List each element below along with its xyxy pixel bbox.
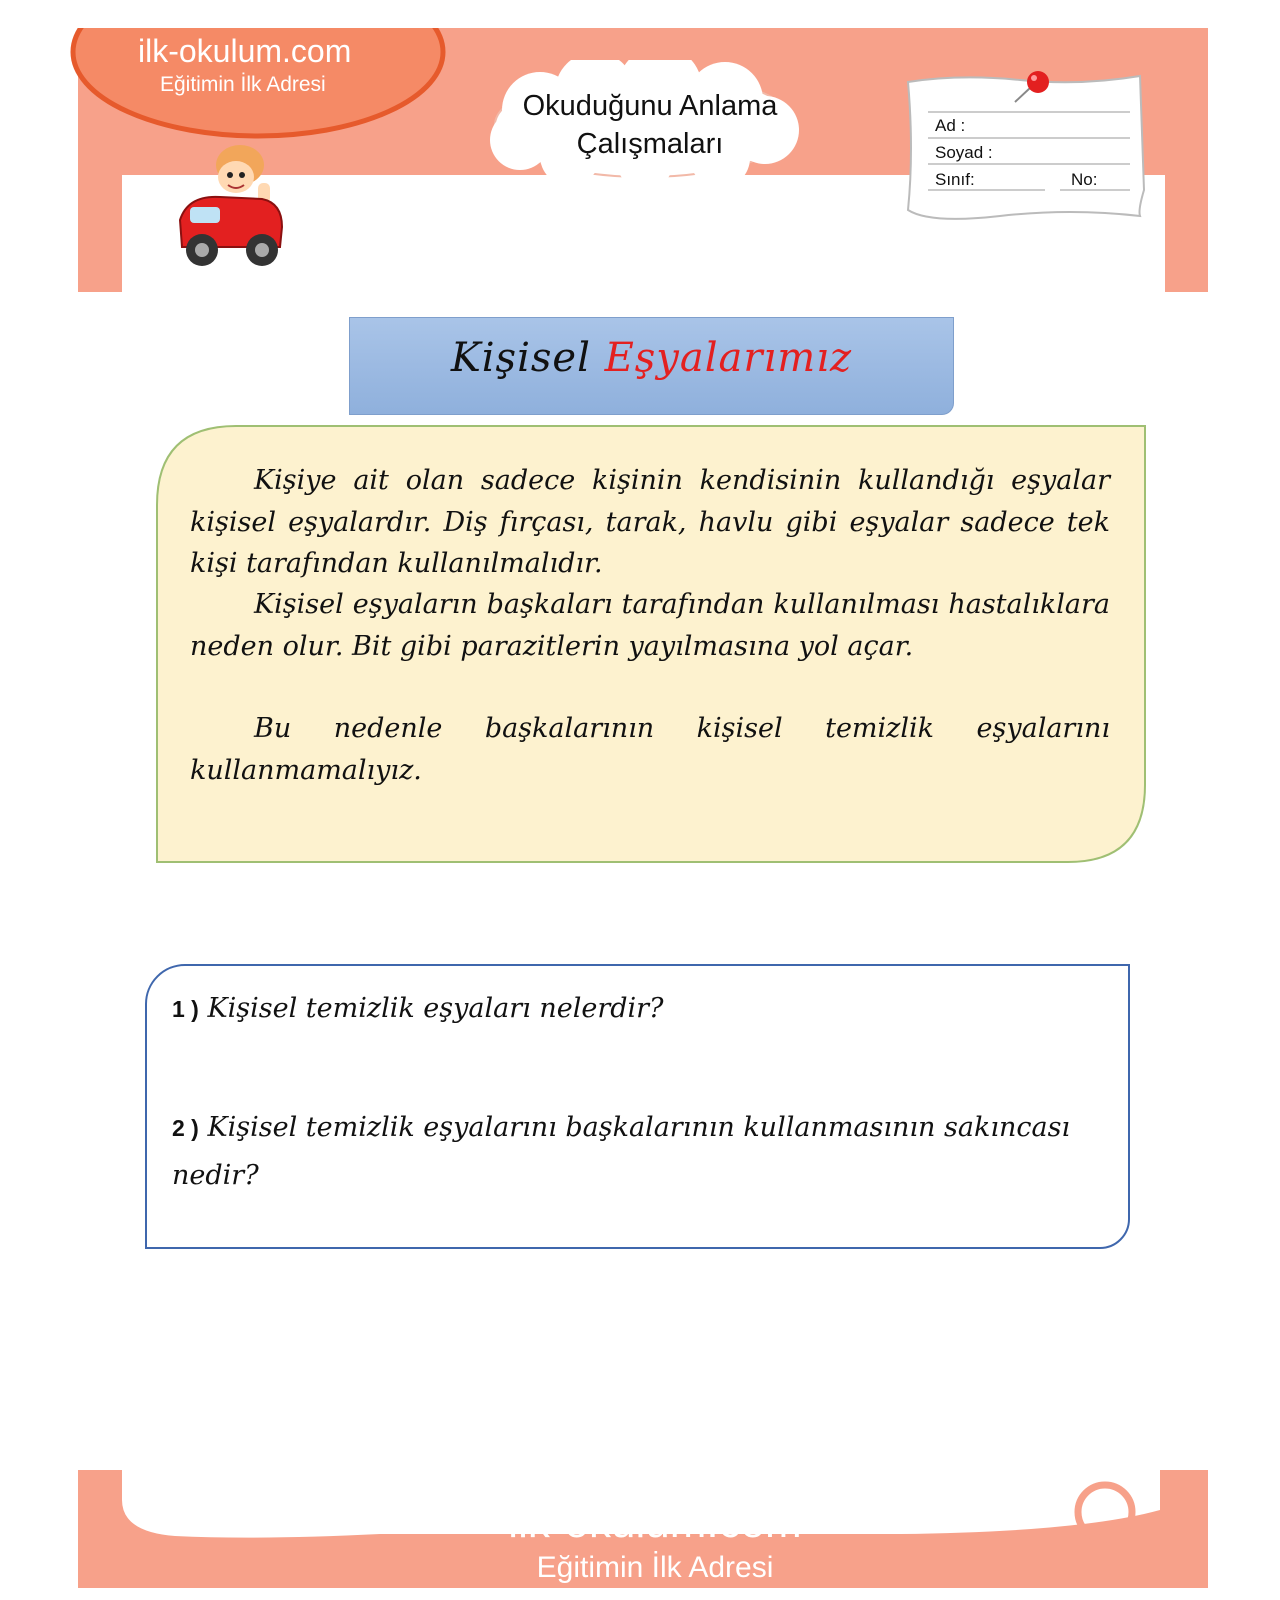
story-paragraph-3 [190,708,1110,791]
story-paragraph-3-text: Bu nedenle başkalarının kişisel temizlik eşyalarını kullanmamalıyız. [190,713,1110,786]
car-mascot-illustration [170,135,290,275]
site-slogan-top: Eğitimin İlk Adresi [160,73,326,96]
story-paragraph-1 [190,460,1110,585]
story-paragraph-2-text: Kişisel eşyaların başkaları tarafından kullanılması hastalıklara neden olur. Bit gibi parazitlerin yayılmasına yol açar. [190,589,1110,662]
title-cloud-shape [480,60,810,190]
story-title [349,335,954,381]
name-field-label: Ad : [935,116,966,135]
worksheet-title-line1: Okuduğunu Anlama [522,90,778,122]
number-field-label: No: [1071,170,1098,189]
question-2 [172,1104,1072,1200]
surname-field-label: Soyad : [935,143,993,162]
question-2-text: Kişisel temizlik eşyalarını başkalarının kullanmasının sakıncası nedir? [172,1112,1071,1191]
story-title-part2: Eşyalarımız [604,335,853,381]
story-paragraph-1-text: Kişiye ait olan sadece kişinin kendisinin kullandığı eşyalar kişisel eşyalardır. Diş fırçası, tarak, havlu gibi eşyalar sadece tek kişi tarafından kullanılmalıdır. [190,465,1110,579]
site-name-top: ilk-okulum.com [138,33,352,69]
site-slogan-bottom: Eğitimin İlk Adresi [536,1551,774,1584]
worksheet-title-line2: Çalışmaları [576,128,724,160]
question-1-number: 1 ) [172,996,199,1022]
class-field-label: Sınıf: [935,170,975,189]
story-title-part1: Kişisel [450,335,605,381]
question-1 [172,985,1072,1033]
site-name-bottom: ilk-okulum.com [508,1498,802,1547]
question-1-text: Kişisel temizlik eşyaları nelerdir? [207,993,664,1024]
story-paragraph-2 [190,584,1110,667]
question-2-number: 2 ) [172,1115,199,1141]
